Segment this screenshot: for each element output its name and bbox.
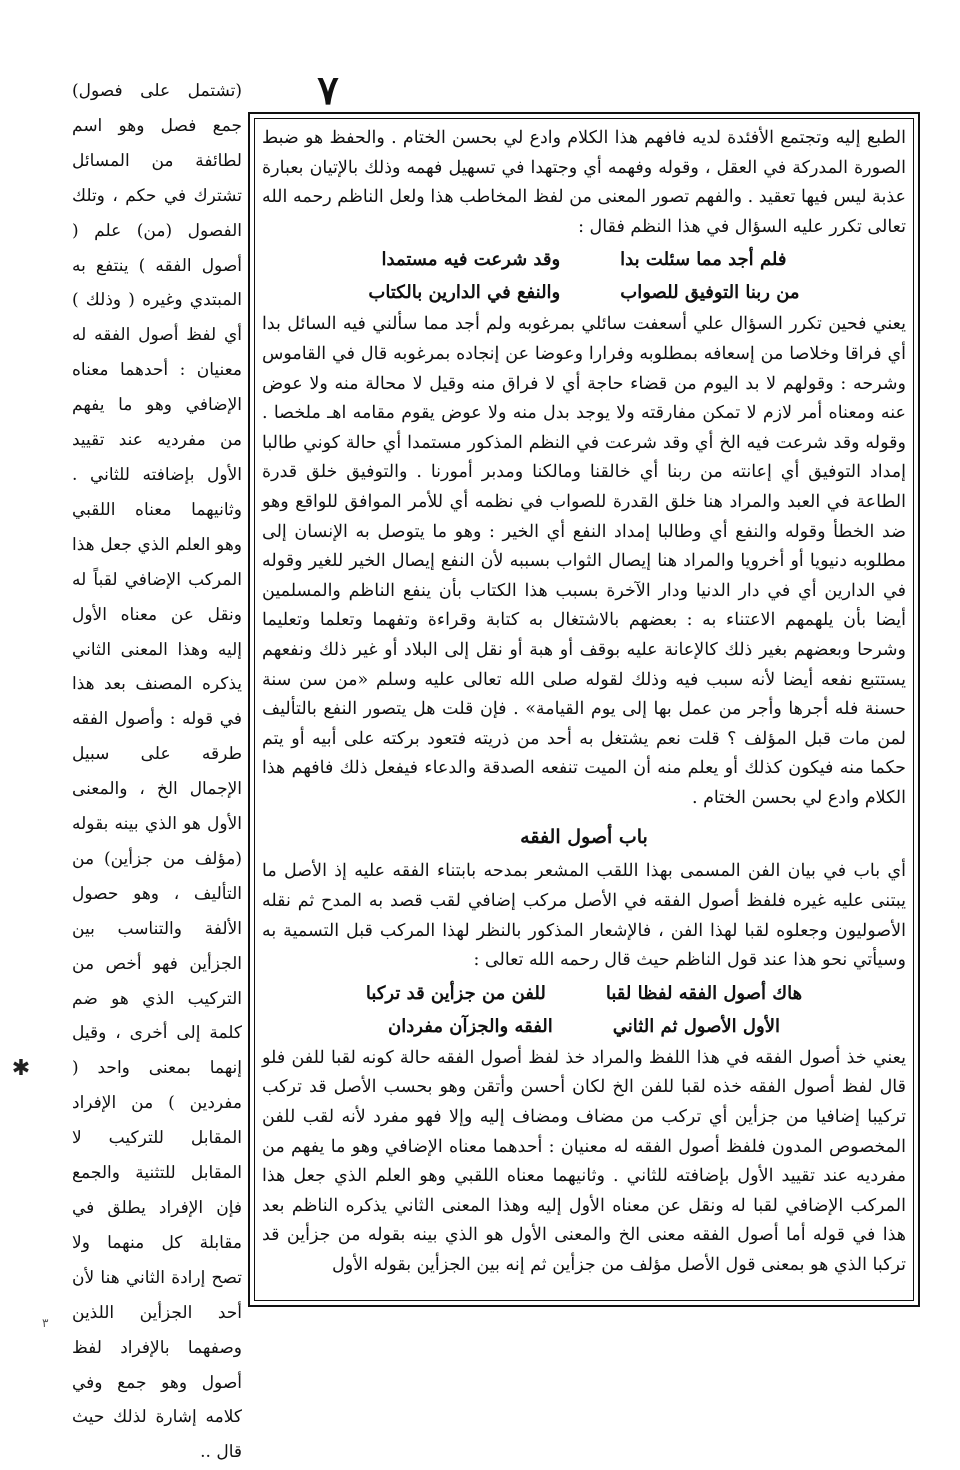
paragraph-1: الطبع إليه وتجتمع الأفئدة لديه فافهم هذا الكلام وادع لي بحسن الختام . والحفظ هو ضبط الصورة المدركة في العقل ، وقوله وفهمه أي وجتهدا في تسهيل فهمه وذلك بالإتيان بعبارة عذبة ليس فيها تعقيد . والفهم تصور المعنى من لفظ المخاطب هذا ولعل الناظم رحمه الله تعالى تكرر عليه السؤال في هذا النظم فقال : [262, 128, 906, 237]
verse-line-4 [262, 1011, 906, 1042]
paragraph-2: يعني فحين تكرر السؤال علي أسعفت سائلي بمرغوبه ولم أجد مما سألني فيه السائل بدا أي فراقا وخلاصا من إسعافه بمطلوبه وفرارا وعوضا عن إنجاده بمرغوبه قال في القاموس وشرحه : وقولهم لا بد اليوم من قضاء حاجة أي لا فراق منه وقيل لا محالة منه ولا عوض عنه ومعناه أمر لازم لا تمكن مفارقته ولا يوجد بدل منه ولا عوض يقوم مقامه اهـ ملخصا . وقوله وقد شرعت فيه الخ أي وقد شرعت في النظم المذكور مستمدا أي حالة كوني طالبا إمداد التوفيق أي إعانته من ربنا أي خالقنا ومالكنا ومدبر أمورنا . والتوفيق خلق قدرة الطاعة في العبد والمراد هنا خلق القدرة للصواب في نظمه أي للأمر الموافق للواقع وهو ضد الخطأ وقوله والنفع أي وطالبا إمداد النفع أي الخير : وهو ما يتوصل به الإنسان إلى مطلوبه دنيويا أو أخرويا والمراد هنا إيصال الثواب بسببه لأن النفع إيصال الخير للغير وقوله في الدارين أي في دار الدنيا ودار الآخرة بسبب هذا الكتاب بأن ينفع الناظم والمسلمين أيضا بأن يلهمهم الاعتناء به : بعضهم بالاشتغال به كتابة وقراءة وتفهما وتعلما وتعليما وشرحا وبعضهم بغير ذلك كالإعانة عليه بوقف أو هبة أو نقل إلى البلاد أو غير ذلك ونفعهم يستتبع نفعه أيضا لأنه سبب فيه وذلك لقوله صلى الله تعالى عليه وسلم «من سن سنة حسنة فله أجرها وأجر من عمل بها إلى يوم القيامة» . فإن قلت هل يتصور النفع بالتأليف لمن مات قبل المؤلف ؟ قلت نعم يشتغل به أحد من ذريته فتعود بركته على أبيه أو يتم حكما منه فيكون كذلك أو يعلم منه أن الميت تنفعه الصدقة والدعاء فيفعل ذلك فافهم هذا الكلام وادع لي بحسن الختام . [262, 314, 906, 808]
paragraph-4: يعني خذ أصول الفقه في هذا اللفظ والمراد خذ لفظ أصول الفقه حالة كونه لقبا للفن فلو قال لفظ أصول الفقه خذه لقبا للفن الخ لكان أحسن وأتقن وهو بحسب الأصل قد تركب تركيبا إضافيا من جزأين أي تركب من مضاف ومضاف إليه وإلا فهو مفرد لأنه لقب للفن المخصوص المدون فلفظ أصول الفقه له معنيان : أحدهما معناه الإضافي وهو ما يفهم من مفرديه عند تقييد الأول بإضافته للثاني . وثانيهما معناه اللقبي وهو العلم الذي جعل هذا المركب الإضافي لقبا له ونقل عن معناه الأول إليه وهذا المعنى الثاني يذكره الناظم بعد هذا في قوله أما أصول الفقه معنى الخ والمعنى الأول هو الذي بينه بقوله من جزأين قد تركبا الذي هو بمعنى قول الأصل مؤلف من جزأين ثم إنه بين الجزأين بقوله الأول [262, 1047, 906, 1275]
verse-1-first-hemistich: فلم أجد مما سئلت بدا [620, 249, 787, 271]
main-text-block [262, 124, 906, 1296]
paragraph-3: أي باب في بيان الفن المسمى بهذا اللقب المشعر بمدحه بابتناء الفقه عليه إذ الأصل ما يبتنى عليه غيره فلفظ أصول الفقه في الأصل مركب إضافي لقب قصد به المدح ثم نقله الأصوليون وجعلوه لقبا لهذا الفن ، فالإشعار المذكور بالنظر لهذا المركب قبل التسمية به وسيأتي نحو هذا عند قول الناظم حيث قال رحمه الله تعالى : [262, 861, 906, 971]
bottom-margin-mark: ٣ [42, 1316, 49, 1330]
verse-line-2 [262, 277, 906, 308]
page-number: ٧ [317, 67, 339, 114]
verse-3-first-hemistich: هاك أصول الفقه لفظا لقبا [605, 982, 803, 1004]
asterisk-mark-icon: ✱ [11, 1056, 31, 1081]
verse-4-second-hemistich: الفقه والجزآن مفردان [388, 1015, 553, 1037]
verse-2-first-hemistich: من ربنا التوفيق للصواب [620, 282, 800, 304]
verse-line-3 [262, 978, 906, 1009]
verse-3-second-hemistich: للفن من جزأين قد تركبا [365, 982, 546, 1004]
verse-2-second-hemistich: والنفع في الدارين بالكتاب [368, 282, 561, 304]
chapter-title: باب أصول الفقه [520, 826, 648, 849]
verse-4-first-hemistich: الأول الأصول ثم الثاني [612, 1015, 780, 1037]
verse-line-1 [262, 244, 906, 275]
margin-commentary-text: (تشتمل على فصول) جمع فصل وهو اسم لطائفة من المسائل تشترك في حكم ، وتلك الفصول (من) علم ( أصول الفقه ) ينتفع به المبتدي وغيره ( وذلك ) أي لفظ أصول الفقه له معنيان : أحدهما معناه الإضافي وهو ما يفهم من مفرديه عند تقييد الأول بإضافته للثاني . وثانيهما معناه اللقبي وهو العلم الذي جعل هذا المركب الإضافي لقباً له ونقل عن معناه الأول إليه وهذا المعنى الثاني يذكره المصنف بعد هذا في قوله : وأصول الفقه طرقه على سبيل الإجمال الخ ، والمعنى الأول هو الذي بينه بقوله (مؤلف من جزأين) من التأليف ، وهو حصول الألفة والتناسب بين الجزأين فهو أخص من التركيب الذي هو ضم كلمة إلى أخرى ، وقيل إنهما بمعنى واحد ( مفردين ) من الإفراد المقابل للتركيب لا المقابل للتثنية والجمع فإن الإفراد يطلق في مقابلة كل منهما ولا تصح إرادة الثاني هنا لأن أحد الجزأين اللذين وصفهما بالإفراد لفظ أصول وهو جمع وفي كلامه إشارة لذلك حيث قال .. [72, 81, 242, 1463]
verse-1-second-hemistich: وقد شرعت فيه مستمدا [381, 249, 561, 271]
margin-commentary [72, 74, 242, 1463]
